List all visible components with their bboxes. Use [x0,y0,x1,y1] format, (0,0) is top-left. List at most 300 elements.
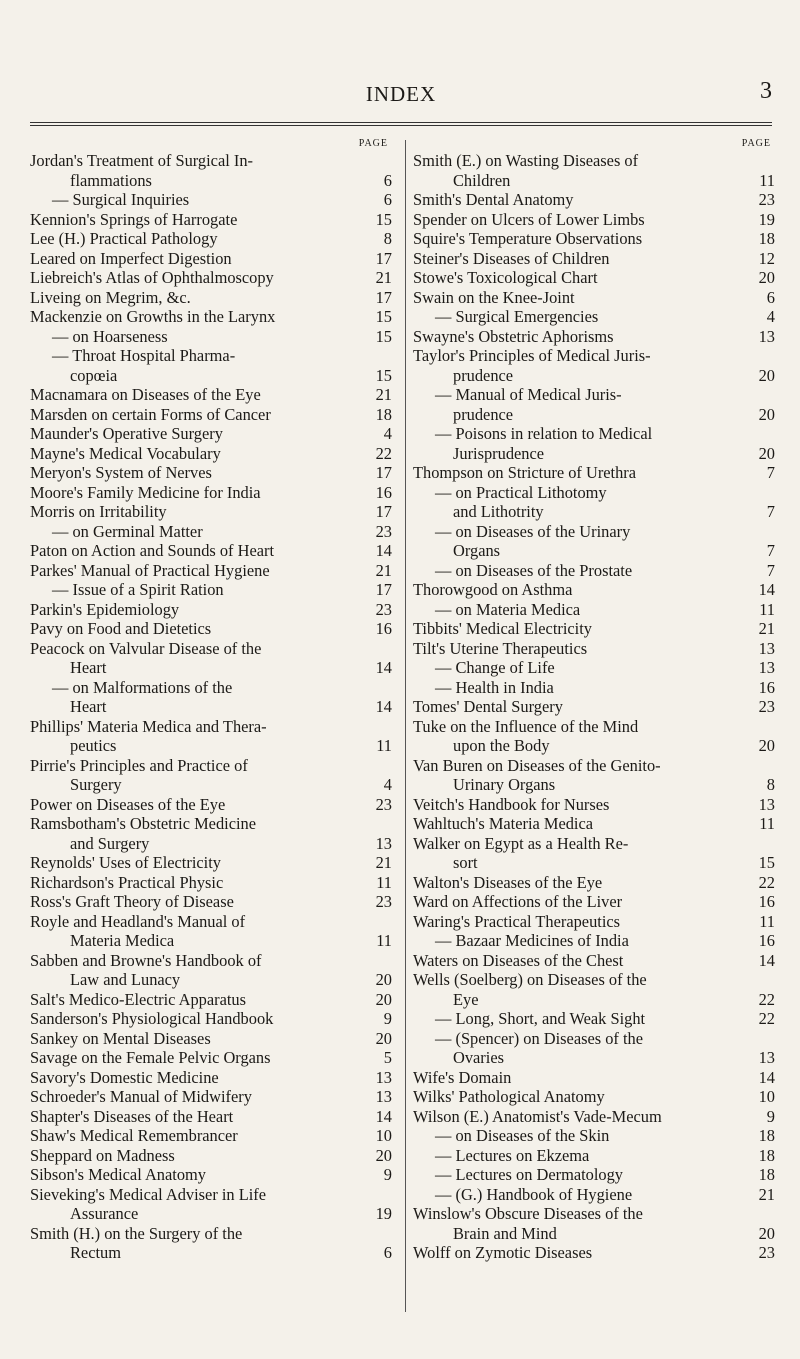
entry-text: Liveing on Megrim, &c. [30,287,191,307]
index-entry [30,1185,392,1224]
entry-text: Parkin's Epidemiology [30,599,180,619]
entry-text: Brain and Mind [453,1223,557,1243]
entry-page-number: 19 [373,1204,392,1224]
entry-page-number: 11 [756,600,775,620]
entry-page-number: 4 [764,307,775,327]
entry-page-number: 17 [373,580,392,600]
entry-text: upon the Body [453,736,550,755]
entry-page-number: 21 [373,853,392,873]
entry-page-number: 13 [373,1087,392,1107]
entry-page-number: 21 [373,385,392,405]
entry-text: prudence [453,404,514,424]
entry-text: Spender on Ulcers of Lower Limbs [413,209,645,229]
entry-page-number: 8 [764,775,775,795]
index-entry [413,385,775,424]
index-entry [413,678,775,698]
entry-text: and Lithotrity [453,502,544,521]
index-entry [30,483,392,503]
entry-page-number: 13 [756,327,775,347]
entry-text: — on Practical Lithotomy [435,482,607,502]
entry-text: Walton's Diseases of the Eye [413,872,603,892]
entry-text: Moore's Family Medicine for India [30,482,261,502]
index-entry [30,405,392,425]
entry-page-number: 14 [373,541,392,561]
index-entry [413,249,775,269]
entry-text: Tomes' Dental Surgery [413,697,563,716]
index-entry [413,210,775,230]
entry-page-number: 23 [373,892,392,912]
index-entry [30,892,392,912]
entry-text: Ward on Affections of the Liver [413,892,623,911]
entry-text: Swain on the Knee-Joint [413,287,575,307]
index-entry [413,931,775,951]
entry-text: Thorowgood on Asthma [413,580,573,599]
entry-text: Waters on Diseases of the Chest [413,950,624,970]
entry-text: Taylor's Principles of Medical Juris- [413,346,651,365]
index-entry [413,229,775,249]
index-column-left [30,137,392,1263]
index-entry [30,990,392,1010]
entry-page-number: 4 [381,424,392,444]
index-entry [413,463,775,483]
index-entry [413,346,775,385]
entry-text: — Surgical Emergencies [435,307,599,326]
entry-page-number: 11 [373,736,392,756]
entry-page-number: 9 [381,1165,392,1185]
entry-text: Rectum [70,1243,121,1262]
entry-text: flammations [70,170,152,190]
entry-text: Stowe's Toxicological Chart [413,268,598,287]
entry-page-number: 20 [756,405,775,425]
index-entry [413,834,775,873]
entry-text: and Surgery [70,833,150,853]
index-entry [413,561,775,581]
entry-text: Pavy on Food and Dietetics [30,619,212,638]
entry-page-number: 11 [756,912,775,932]
entry-page-number: 23 [373,522,392,542]
entry-page-number: 18 [756,1126,775,1146]
index-entry [413,658,775,678]
entry-page-number: 23 [756,1243,775,1263]
index-entry [413,639,775,659]
entry-text: Children [453,170,511,190]
entry-page-number: 23 [373,600,392,620]
entry-page-number: 20 [756,444,775,464]
index-entry [413,1126,775,1146]
entry-page-number: 11 [373,931,392,951]
entry-page-number: 7 [764,463,775,483]
entry-text: — Throat Hospital Pharma- [52,346,236,365]
index-entry [413,1009,775,1029]
entry-page-number: 20 [756,736,775,756]
entry-page-number: 6 [381,1243,392,1263]
index-entry [30,717,392,756]
entry-text: Ramsbotham's Obstetric Medicine [30,814,257,833]
index-entry [413,190,775,210]
entry-page-number: 10 [756,1087,775,1107]
index-entry [413,288,775,308]
entry-text: Organs [453,541,501,560]
entry-page-number: 11 [756,814,775,834]
entry-page-number: 22 [373,444,392,464]
entry-page-number: 14 [756,951,775,971]
entry-text: Sheppard on Madness [30,1145,175,1165]
index-entry [413,600,775,620]
entry-text: — (Spencer) on Diseases of the [435,1028,644,1048]
entry-page-number: 18 [373,405,392,425]
entry-text: — on Materia Medica [435,599,581,619]
entry-page-number: 21 [756,619,775,639]
entry-text: — Issue of a Spirit Ration [52,580,224,599]
entry-text: — Lectures on Dermatology [435,1165,623,1184]
index-entry [30,873,392,893]
entry-text: Shapter's Diseases of the Heart [30,1106,234,1126]
entry-text: Ross's Graft Theory of Disease [30,892,234,911]
entry-page-number: 16 [756,892,775,912]
index-entry [413,1029,775,1068]
index-entry [30,268,392,288]
page-number: 3 [760,78,772,104]
page-title: INDEX [365,82,437,106]
index-entry [30,1107,392,1127]
entry-page-number: 13 [373,834,392,854]
entry-text: — Bazaar Medicines of India [435,931,629,950]
entry-text: Wolff on Zymotic Diseases [413,1243,593,1262]
entry-text: Smith (E.) on Wasting Diseases of [413,151,639,170]
entry-page-number: 13 [756,658,775,678]
entry-text: Pirrie's Principles and Practice of [30,755,248,775]
entry-page-number: 22 [756,1009,775,1029]
index-entry [30,385,392,405]
index-entry [30,678,392,717]
index-entry [413,1107,775,1127]
entry-text: Mayne's Medical Vocabulary [30,443,221,463]
index-entry [30,502,392,522]
index-entry [30,151,392,190]
entry-page-number: 13 [756,639,775,659]
entry-text: Smith (H.) on the Surgery of the [30,1223,243,1243]
index-entry [413,814,775,834]
index-entry [413,151,775,190]
index-entry [30,1126,392,1146]
index-entry [30,580,392,600]
index-entry [30,463,392,483]
index-entry [30,814,392,853]
entry-text: Marsden on certain Forms of Cancer [30,404,271,424]
index-entry [30,424,392,444]
entry-page-number: 18 [756,1165,775,1185]
entry-list [30,151,392,1263]
entry-text: Veitch's Handbook for Nurses [413,794,610,814]
entry-text: — Poisons in relation to Medical [435,424,653,443]
index-entry [413,756,775,795]
entry-text: Steiner's Diseases of Children [413,248,610,268]
entry-text: prudence [453,365,514,385]
entry-page-number: 23 [373,795,392,815]
entry-text: Leared on Imperfect Digestion [30,248,232,268]
entry-text: — Change of Life [435,658,555,677]
index-entry [30,756,392,795]
index-entry [413,1204,775,1243]
entry-text: Sanderson's Physiological Handbook [30,1009,274,1028]
entry-text: Urinary Organs [453,775,556,794]
entry-text: — Health in India [435,677,554,697]
page-column-label: PAGE [741,138,771,149]
entry-text: Kennion's Springs of Harrogate [30,209,238,229]
entry-text: Salt's Medico-Electric Apparatus [30,989,246,1009]
entry-text: Shaw's Medical Remembrancer [30,1126,238,1145]
index-entry [413,697,775,717]
entry-text: Reynolds' Uses of Electricity [30,853,221,872]
index-entry [413,522,775,561]
entry-page-number: 7 [764,541,775,561]
index-entry [30,561,392,581]
index-entry [413,1165,775,1185]
entry-text: Sieveking's Medical Adviser in Life [30,1184,267,1204]
entry-text: Parkes' Manual of Practical Hygiene [30,560,270,580]
entry-page-number: 20 [756,366,775,386]
entry-page-number: 9 [764,1107,775,1127]
entry-page-number: 20 [373,1146,392,1166]
index-entry [30,249,392,269]
entry-text: Schroeder's Manual of Midwifery [30,1087,252,1106]
entry-page-number: 7 [764,502,775,522]
index-entry [30,1146,392,1166]
entry-text: — Manual of Medical Juris- [435,385,622,404]
index-entry [30,1048,392,1068]
entry-page-number: 10 [373,1126,392,1146]
entry-page-number: 14 [373,658,392,678]
index-entry [30,346,392,385]
entry-text: — Lectures on Ekzema [435,1145,590,1165]
entry-text: — on Diseases of the Urinary [435,521,631,541]
entry-list [413,151,775,1263]
entry-text: Wilks' Pathological Anatomy [413,1087,605,1106]
entry-page-number: 17 [373,288,392,308]
index-entry [413,912,775,932]
entry-page-number: 17 [373,249,392,269]
entry-text: — on Hoarseness [52,326,168,346]
entry-text: Mackenzie on Growths in the Larynx [30,307,276,326]
entry-text: Thompson on Stricture of Urethra [413,463,637,482]
index-entry [30,951,392,990]
entry-page-number: 18 [756,229,775,249]
entry-page-number: 22 [756,990,775,1010]
entry-page-number: 20 [373,1029,392,1049]
entry-text: Macnamara on Diseases of the Eye [30,385,261,404]
entry-text: Sankey on Mental Diseases [30,1028,211,1048]
entry-text: peutics [70,736,117,755]
index-entry [413,970,775,1009]
entry-page-number: 16 [373,483,392,503]
entry-page-number: 15 [756,853,775,873]
entry-page-number: 20 [756,1224,775,1244]
entry-text: Wells (Soelberg) on Diseases of the [413,970,647,989]
entry-text: Surgery [70,775,122,794]
entry-page-number: 15 [373,327,392,347]
entry-page-number: 12 [756,249,775,269]
entry-page-number: 23 [756,697,775,717]
entry-text: — on Germinal Matter [52,521,203,541]
entry-text: Van Buren on Diseases of the Genito- [413,755,661,775]
index-entry [413,483,775,522]
index-entry [413,307,775,327]
index-entry [30,912,392,951]
entry-page-number: 23 [756,190,775,210]
entry-text: Squire's Temperature Observations [413,229,643,248]
index-entry [413,619,775,639]
entry-text: Swayne's Obstetric Aphorisms [413,326,614,346]
entry-text: Eye [453,989,479,1009]
index-entry [413,1185,775,1205]
entry-page-number: 15 [373,210,392,230]
index-entry [413,1146,775,1166]
entry-text: Savory's Domestic Medicine [30,1067,219,1087]
entry-text: Paton on Action and Sounds of Heart [30,541,275,560]
entry-page-number: 6 [381,171,392,191]
entry-text: copœia [70,365,118,385]
entry-text: Savage on the Female Pelvic Organs [30,1048,271,1067]
entry-text: Tuke on the Influence of the Mind [413,716,639,736]
entry-text: Ovaries [453,1048,504,1067]
entry-page-number: 22 [756,873,775,893]
index-entry [30,307,392,327]
entry-page-number: 14 [373,697,392,717]
entry-text: — on Diseases of the Prostate [435,560,633,580]
header-rule [30,122,772,126]
entry-page-number: 16 [756,931,775,951]
entry-text: Sibson's Medical Anatomy [30,1165,206,1184]
index-entry [30,327,392,347]
entry-text: Power on Diseases of the Eye [30,794,226,814]
entry-text: Tilt's Uterine Therapeutics [413,638,588,658]
index-entry [30,795,392,815]
entry-text: Winslow's Obscure Diseases of the [413,1204,643,1223]
index-entry [30,229,392,249]
entry-page-number: 4 [381,775,392,795]
entry-page-number: 7 [764,561,775,581]
entry-text: — (G.) Handbook of Hygiene [435,1184,633,1204]
entry-text: Law and Lunacy [70,970,181,989]
entry-page-number: 17 [373,463,392,483]
entry-page-number: 20 [756,268,775,288]
entry-page-number: 18 [756,1146,775,1166]
index-entry [30,541,392,561]
entry-page-number: 13 [373,1068,392,1088]
entry-text: Richardson's Practical Physic [30,872,224,892]
index-entry [30,619,392,639]
index-entry [413,951,775,971]
index-entry [30,1029,392,1049]
entry-text: Smith's Dental Anatomy [413,190,574,209]
index-column-right [413,137,775,1263]
entry-page-number: 5 [381,1048,392,1068]
index-entry [30,190,392,210]
index-entry [30,600,392,620]
index-entry [30,1068,392,1088]
entry-text: Lee (H.) Practical Pathology [30,229,218,248]
index-entry [413,1068,775,1088]
entry-page-number: 20 [373,990,392,1010]
entry-text: Liebreich's Atlas of Ophthalmoscopy [30,268,274,287]
entry-page-number: 17 [373,502,392,522]
index-entry [30,522,392,542]
entry-text: Morris on Irritability [30,502,167,521]
index-entry [30,288,392,308]
column-divider [405,140,406,1312]
entry-text: Wahltuch's Materia Medica [413,814,594,833]
entry-page-number: 11 [373,873,392,893]
index-entry [413,1243,775,1263]
entry-page-number: 21 [373,268,392,288]
entry-text: Wilson (E.) Anatomist's Vade-Mecum [413,1106,662,1126]
index-entry [30,1165,392,1185]
index-entry [413,795,775,815]
entry-text: Wife's Domain [413,1067,512,1087]
index-entry [413,717,775,756]
entry-page-number: 11 [756,171,775,191]
entry-text: — Long, Short, and Weak Sight [435,1009,646,1028]
entry-page-number: 14 [756,580,775,600]
index-entry [413,873,775,893]
entry-page-number: 21 [756,1185,775,1205]
entry-page-number: 20 [373,970,392,990]
entry-text: Materia Medica [70,931,175,950]
entry-text: Heart [70,697,107,716]
entry-page-number: 6 [381,190,392,210]
entry-text: Maunder's Operative Surgery [30,424,223,443]
entry-text: — on Malformations of the [52,677,233,697]
entry-text: Tibbits' Medical Electricity [413,619,592,638]
entry-text: Sabben and Browne's Handbook of [30,950,262,970]
entry-text: Heart [70,658,107,677]
entry-text: Assurance [70,1204,139,1223]
index-entry [30,444,392,464]
entry-page-number: 13 [756,1048,775,1068]
index-entry [30,853,392,873]
page-column-label: PAGE [358,138,388,149]
entry-page-number: 21 [373,561,392,581]
index-entry [413,892,775,912]
entry-page-number: 13 [756,795,775,815]
entry-page-number: 16 [373,619,392,639]
index-entry [413,268,775,288]
index-entry [30,1224,392,1263]
index-entry [413,580,775,600]
entry-text: Waring's Practical Therapeutics [413,911,621,931]
entry-page-number: 15 [373,366,392,386]
index-entry [413,327,775,347]
entry-text: Meryon's System of Nerves [30,463,212,482]
entry-page-number: 14 [373,1107,392,1127]
entry-text: Jordan's Treatment of Surgical In- [30,151,253,170]
entry-text: Phillips' Materia Medica and Thera- [30,716,267,736]
entry-text: Jurisprudence [453,443,545,463]
entry-text: — Surgical Inquiries [52,190,190,209]
entry-text: Walker on Egypt as a Health Re- [413,833,629,853]
index-entry [30,210,392,230]
entry-page-number: 16 [756,678,775,698]
entry-page-number: 6 [764,288,775,308]
entry-page-number: 14 [756,1068,775,1088]
index-entry [413,1087,775,1107]
entry-page-number: 19 [756,210,775,230]
page-header [30,78,772,112]
index-entry [413,424,775,463]
entry-text: — on Diseases of the Skin [435,1126,610,1145]
index-entry [30,1087,392,1107]
entry-text: Peacock on Valvular Disease of the [30,638,262,658]
